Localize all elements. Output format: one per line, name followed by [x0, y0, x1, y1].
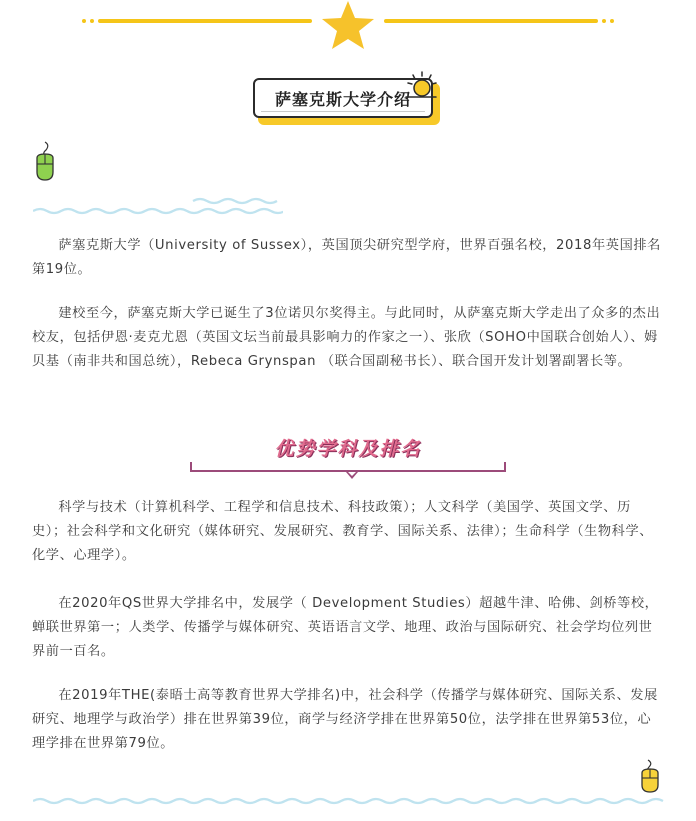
- qs-ranking-paragraph: 在2020年QS世界大学排名中，发展学（ Development Studies）超越牛津、哈佛、剑桥等校，蝉联世界第一；人类学、传播学与媒体研究、英语语言文学、地理、政治与国际研究、社会学均位列世界前一百名。: [32, 596, 659, 659]
- divider-dot: [90, 19, 94, 23]
- intro-paragraph: 萨塞克斯大学（University of Sussex），英国顶尖研究型学府，世界百强名校，2018年英国排名第19位。: [32, 238, 661, 277]
- wave-divider: [33, 794, 665, 808]
- title-underline: [261, 111, 425, 112]
- page-title-text: 萨塞克斯大学介绍: [274, 89, 411, 109]
- divider-dot: [82, 19, 86, 23]
- mouse-icon: [33, 140, 57, 182]
- sun-icon: [404, 70, 438, 100]
- divider-line-left: [98, 19, 312, 23]
- bracket-pointer-inner: [348, 472, 356, 476]
- divider-dot: [602, 19, 606, 23]
- divider-line-right: [384, 19, 598, 23]
- subjects-paragraph: 科学与技术（计算机科学、工程学和信息技术、科技政策）；人文科学（美国学、英国文学、历史）；社会科学和文化研究（媒体研究、发展研究、教育学、国际关系、法律）；生命科学（生物科学、化学、心理学）。: [32, 500, 654, 563]
- alumni-paragraph: 建校至今，萨塞克斯大学已诞生了3位诺贝尔奖得主。与此同时，从萨塞克斯大学走出了众多的杰出校友，包括伊恩·麦克尤恩（英国文坛当前最具影响力的作家之一）、张欣（SOHO中国联合创始人）、姆贝基（南非共和国总统），Rebeca Grynspan （联合国副秘书长）、联合国开发计划署副署长等。: [32, 306, 661, 369]
- divider-dot: [610, 19, 614, 23]
- section-title: 优势学科及排名: [274, 438, 422, 460]
- the-ranking-paragraph: 在2019年THE(泰晤士高等教育世界大学排名)中，社会科学（传播学与媒体研究、国际关系、发展研究、地理学与政治学）排在世界第39位，商学与经济学排在世界第50位，法学排在世界第53位，心理学排在世界第79位。: [32, 688, 658, 751]
- mouse-icon: [638, 758, 662, 794]
- star-icon: [318, 0, 378, 52]
- wave-divider: [33, 196, 283, 218]
